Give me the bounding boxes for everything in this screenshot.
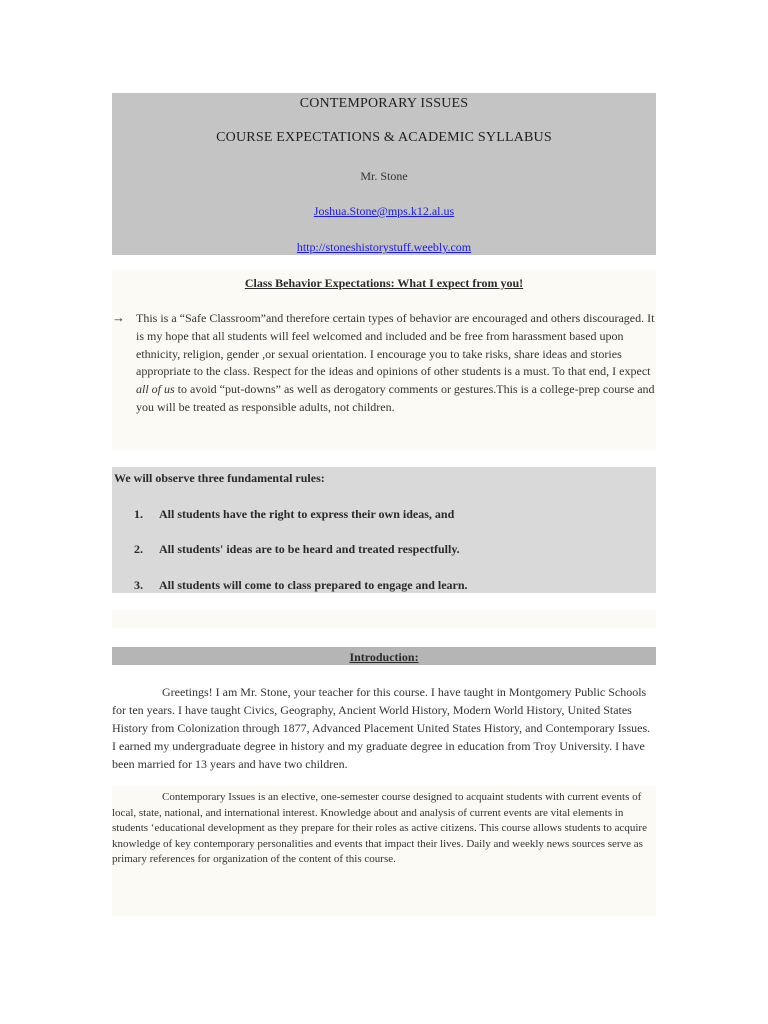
behavior-emphasis: all of us (136, 382, 175, 397)
website-link[interactable]: http://stoneshistorystuff.weebly.com (296, 240, 472, 254)
rule-item (134, 507, 454, 522)
teacher-name: Mr. Stone (360, 169, 408, 183)
spacer-band (112, 610, 656, 628)
syllabus-subtitle: COURSE EXPECTATIONS & ACADEMIC SYLLABUS (216, 130, 552, 145)
rules-intro: We will observe three fundamental rules: (114, 471, 325, 485)
website-row (112, 240, 656, 255)
rule-text: All students will come to class prepared to engage and learn. (159, 578, 468, 592)
email-row (112, 204, 656, 219)
behavior-text-start: This is a “Safe Classroom”and therefore certain types of behavior are encouraged and others discouraged. It is my hope that all students will feel welcomed and included and be free from harassment based upon ethnicity, religion, gender ,or sexual orientation. I encourage you to take risks, share ideas and stories appropriate to the class. Respect for the ideas and opinions of other students is a must. To that end, I expect (136, 311, 655, 379)
rule-number: 2. (134, 542, 143, 556)
behavior-text-end: to avoid “put-downs” as well as derogatory comments or gestures.This is a college-prep course and you will be treated as responsible adults, not children. (136, 382, 655, 414)
rule-number: 3. (134, 578, 143, 592)
rule-number: 1. (134, 507, 143, 521)
course-description-section (112, 786, 656, 916)
course-description-paragraph: Contemporary Issues is an elective, one-semester course designed to acquaint students with current events of local, state, national, and international interest. Knowledge about and analysis of current events are vital elements in students ‘educational development as they prepare for their roles as active citizens. This course allows students to acquire knowledge of key contemporary personalities and events that impact their lives. Daily and weekly news sources serve as primary references for organization of the content of this course. (112, 791, 647, 866)
rule-text: All students have the right to express their own ideas, and (159, 507, 455, 521)
rule-text: All students' ideas are to be heard and treated respectfully. (159, 542, 460, 556)
rule-item (134, 578, 468, 593)
course-title: CONTEMPORARY ISSUES (299, 96, 469, 111)
greeting-paragraph: Greetings! I am Mr. Stone, your teacher for this course. I have taught in Montgomery Public Schools for ten years. I have taught Civics, Geography, Ancient World History, Modern World History, United States History from Colonization through 1877, Advanced Placement United States History, and Contemporary Issues. I earned my undergraduate degree in history and my graduate degree in education from Troy University. I have been married for 13 years and have two children. (112, 685, 651, 771)
introduction-heading: Introduction: (349, 650, 419, 664)
rules-section (112, 467, 656, 593)
behavior-paragraph (136, 310, 656, 417)
arrow-bullet-icon: → (112, 310, 125, 325)
email-link[interactable]: Joshua.Stone@mps.k12.al.us (313, 204, 455, 218)
syllabus-header (112, 93, 656, 255)
rule-item (134, 542, 460, 557)
behavior-heading: Class Behavior Expectations: What I expect from you! (244, 276, 524, 290)
introduction-heading-bar (112, 647, 656, 665)
